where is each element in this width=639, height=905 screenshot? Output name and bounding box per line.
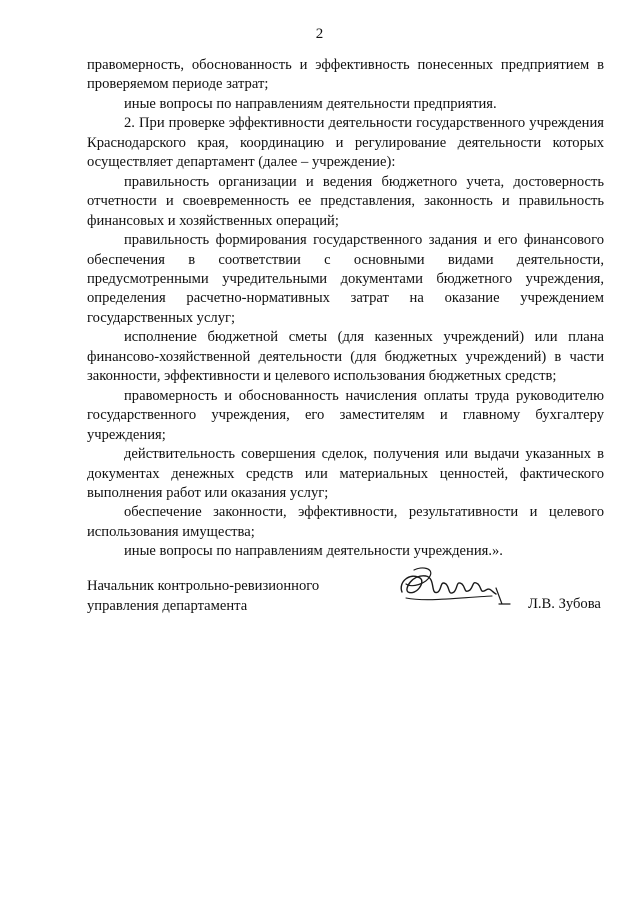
paragraph: правильность организации и ведения бюджетного учета, достоверность отчетности и своевременность ее представления, законность и правильность финансовых и хозяйственных операций; — [87, 173, 604, 229]
paragraph: действительность совершения сделок, получения или выдачи указанных в документах денежных средств или материальных ценностей, фактического выполнения работ или оказания услуг; — [87, 446, 604, 501]
paragraph: иные вопросы по направлениям деятельности предприятия. — [124, 95, 497, 112]
position-line: управления департамента — [87, 598, 248, 614]
paragraph: правомерность, обоснованность и эффективность понесенных предприятием в проверяемом периоде затрат; — [87, 57, 604, 93]
position-line: Начальник контрольно-ревизионного — [87, 578, 320, 594]
paragraph: 2. При проверке эффективности деятельности государственного учреждения Краснодарского края, координацию и регулирование деятельности которых осуществляет департамент (далее – учреждение): — [87, 115, 604, 171]
handwritten-signature — [396, 562, 512, 612]
signatory-position — [87, 576, 319, 616]
paragraph: обеспечение законности, эффективности, результативности и целевого использования имущества; — [87, 504, 604, 540]
paragraph: правильность формирования государственного задания и его финансового обеспечения в соответствии с основными видами деятельности, предусмотренными учредительными документами бюджетного учреждения, определения расчетно-нормативных затрат на оказание учреждением государственных услуг; — [87, 232, 604, 326]
paragraph: исполнение бюджетной сметы (для казенных учреждений) или плана финансово-хозяйственной деятельности (для бюджетных учреждений) в части законности, эффективности и целевого использования бюджетных средств; — [87, 329, 604, 385]
paragraph: иные вопросы по направлениям деятельности учреждения.». — [124, 543, 503, 560]
paragraph: правомерность и обоснованность начисления оплаты труда руководителю государственного учреждения, его заместителям и главному бухгалтеру учреждения; — [87, 387, 604, 443]
page-number: 2 — [315, 26, 324, 42]
document-body — [87, 56, 604, 562]
signatory-name: Л.В. Зубова — [528, 596, 601, 612]
